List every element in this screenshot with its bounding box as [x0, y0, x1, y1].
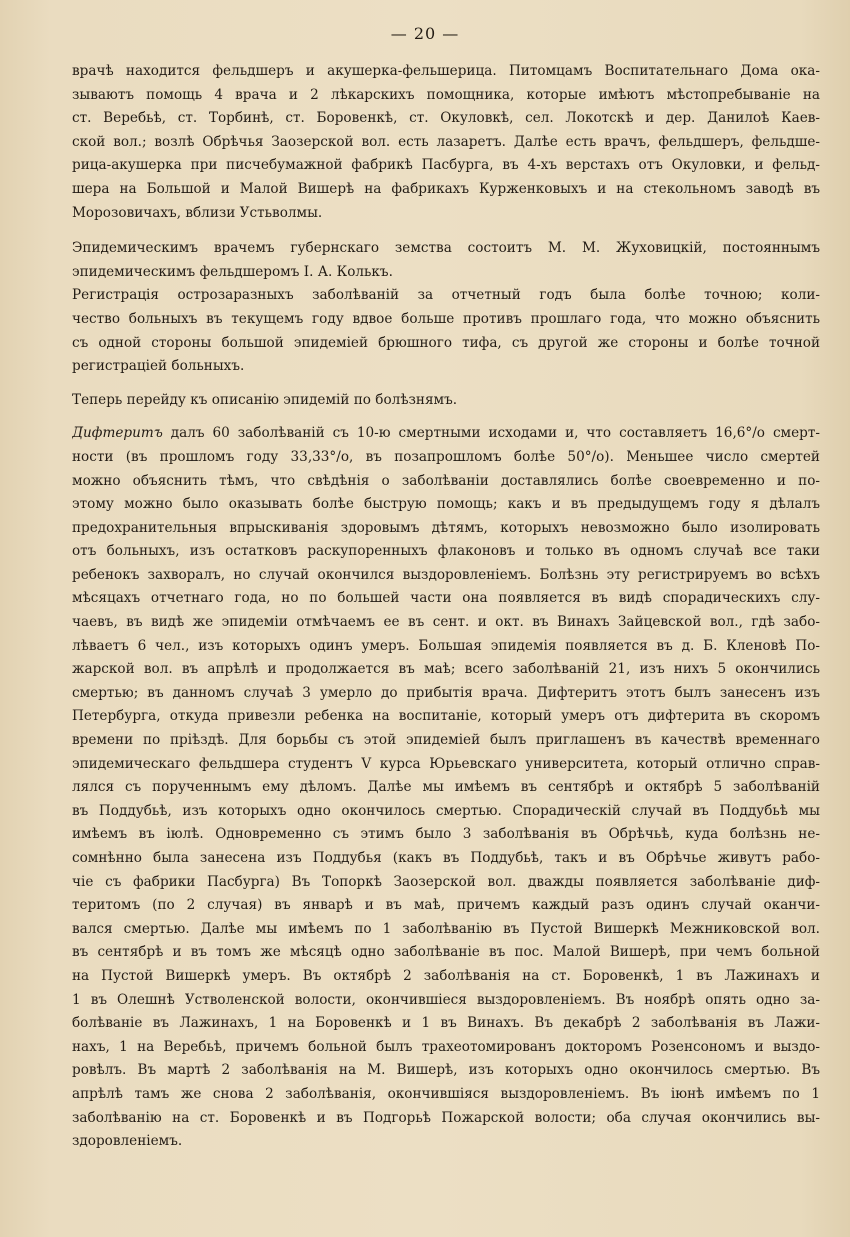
text-line: Теперь перейду къ описанію эпидемій по болѣзнямъ.: [72, 391, 458, 408]
text-line: Морозовичахъ, вблизи Устьволмы.: [72, 204, 323, 221]
paragraph-gap: [72, 225, 820, 237]
paragraph-registration: [72, 284, 820, 378]
text-line-rest: далъ 60 заболѣваній съ 10-ю смертными исходами и, что составляетъ 16,6°/о смерт-: [162, 425, 820, 442]
text-line: рица-акушерка при писчебумажной фабрикѣ Пасбурга, въ 4-хъ верстахъ отъ Окуловки, и фельд-: [72, 157, 820, 174]
text-line: зываютъ помощь 4 врача и 2 лѣкарскихъ помощника, которые имѣютъ мѣстопребываніе на: [72, 86, 820, 103]
text-line: смертью; въ данномъ случаѣ 3 умерло до прибытія врача. Дифтеритъ этотъ былъ занесенъ изъ: [72, 684, 820, 701]
paragraph-diphtheria: [72, 422, 820, 1153]
text-line: можно объяснить тѣмъ, что свѣдѣнія о заболѣваніи доставлялись болѣе своевременно и по-: [72, 472, 820, 489]
text-line: ребенокъ захворалъ, но случай окончился выздоровленіемъ. Болѣзнь эту регистрируемъ во всѣхъ: [72, 566, 820, 583]
text-line: 1 въ Олешнѣ Устволенской волости, окончившіеся выздоровленіемъ. Въ ноябрѣ опять одно за-: [72, 991, 820, 1008]
text-line: Петербурга, откуда привезли ребенка на воспитаніе, который умеръ отъ дифтерита въ скоромъ: [72, 708, 820, 725]
text-line: на Пустой Вишеркѣ умеръ. Въ октябрѣ 2 заболѣванія на ст. Боровенкѣ, 1 въ Лажинахъ и: [72, 967, 820, 984]
text-line: съ одной стороны большой эпидеміей брюшного тифа, съ другой же стороны и болѣе точной: [72, 334, 820, 351]
paragraph-epidemic-doctor: [72, 237, 820, 284]
text-line: предохранительныя впрыскиванія здоровымъ дѣтямъ, которыхъ невозможно было изолировать: [72, 519, 820, 536]
text-line: эпидемическимъ фельдшеромъ І. А. Колькъ.: [72, 263, 393, 280]
text-line: этому можно было оказывать болѣе быструю помощь; какъ и въ предыдущемъ году я дѣлалъ: [72, 496, 820, 513]
text-line: жарской вол. въ апрѣлѣ и продолжается въ маѣ; всего заболѣваній 21, изъ нихъ 5 окончились: [72, 661, 820, 678]
text-line: нахъ, 1 на Веребьѣ, причемъ больной былъ трахеотомированъ докторомъ Розенсономъ и выздо-: [72, 1038, 820, 1055]
body-text: [72, 60, 820, 1154]
text-line: врачѣ находится фельдшеръ и акушерка-фельшерица. Питомцамъ Воспитательнаго Дома ока-: [72, 63, 820, 79]
text-line: имѣемъ въ іюлѣ. Одновременно съ этимъ было 3 заболѣванія въ Обрѣчьѣ, куда болѣзнь не-: [72, 826, 820, 843]
text-line: въ сентябрѣ и въ томъ же мѣсяцѣ одно заболѣваніе въ пос. Малой Вишерѣ, при чемъ больной: [72, 944, 820, 961]
text-line: чаевъ, въ видѣ же эпидеміи отмѣчаемъ ее въ сент. и окт. въ Винахъ Зайцевской вол., гдѣ забо-: [72, 614, 820, 631]
text-line: въ Поддубьѣ, изъ которыхъ одно окончилось смертью. Спорадическій случай въ Поддубьѣ мы: [72, 802, 820, 819]
text-line: сомнѣнно была занесена изъ Поддубья (какъ въ Поддубьѣ, такъ и въ Обрѣчье живутъ рабо-: [72, 850, 820, 866]
text-line: регистраціей больныхъ.: [72, 358, 245, 375]
text-line: лѣваетъ 6 чел., изъ которыхъ одинъ умеръ. Большая эпидемія появляется въ д. Б. Кленовѣ По-: [72, 637, 820, 654]
text-line: апрѣлѣ тамъ же снова 2 заболѣванія, окончившіяся выздоровленіемъ. Въ іюнѣ имѣемъ по 1: [72, 1085, 820, 1102]
text-line: мѣсяцахъ отчетнаго года, но по большей части она появляется въ видѣ спорадическихъ слу-: [72, 590, 820, 607]
text-line: Эпидемическимъ врачемъ губернскаго земства состоитъ М. М. Жуховицкій, постояннымъ: [72, 240, 820, 257]
page-number: — 20 —: [390, 24, 460, 43]
paragraph-gap: [72, 379, 820, 389]
text-line: шера на Большой и Малой Вишерѣ на фабрикахъ Курженковыхъ и на стекольномъ заводѣ въ: [72, 180, 820, 197]
text-line: болѣваніе въ Лажинахъ, 1 на Боровенкѣ и 1 въ Винахъ. Въ декабрѣ 2 заболѣванія въ Лажи-: [72, 1015, 820, 1032]
text-line: отъ больныхъ, изъ остатковъ раскупоренныхъ флаконовъ и только въ одномъ случаѣ все таки: [72, 543, 820, 560]
text-line: [72, 422, 820, 446]
text-line: ности (въ прошломъ году 33,33°/о, въ позапрошломъ болѣе 50°/о). Меньшее число смертей: [72, 448, 820, 465]
text-line: лялся съ порученнымъ ему дѣломъ. Далѣе мы имѣемъ въ сентябрѣ и октябрѣ 5 заболѣваній: [72, 779, 820, 796]
text-line: времени по пріѣздѣ. Для борьбы съ этой эпидеміей былъ приглашенъ въ качествѣ временнаго: [72, 732, 820, 749]
text-line: ст. Веребьѣ, ст. Торбинѣ, ст. Боровенкѣ, ст. Окуловкѣ, сел. Локотскѣ и дер. Данилоѣ Каев-: [72, 110, 820, 127]
text-line: Регистрація острозаразныхъ заболѣваній за отчетный годъ была болѣе точною; коли-: [72, 287, 820, 304]
text-line: заболѣванію на ст. Боровенкѣ и въ Подгорьѣ Пожарской волости; оба случая окончились вы-: [72, 1109, 820, 1126]
text-line: ской вол.; возлѣ Обрѣчья Заозерской вол. есть лазаретъ. Далѣе есть врачъ, фельдшеръ, фельдше-: [72, 133, 820, 150]
paragraph-transition: [72, 389, 820, 413]
paragraph-gap: [72, 412, 820, 422]
text-line: здоровленіемъ.: [72, 1133, 183, 1150]
text-line: эпидемическаго фельдшера студентъ V курса Юрьевскаго университета, который отлично справ-: [72, 755, 820, 772]
disease-term: Дифтеритъ: [72, 425, 163, 442]
text-line: чество больныхъ въ текущемъ году вдвое больше противъ прошлаго года, что можно объяснить: [72, 310, 820, 327]
text-line: вался смертью. Далѣе мы имѣемъ по 1 заболѣванію въ Пустой Вишеркѣ Межниковской вол.: [72, 920, 820, 937]
paragraph-staff: [72, 60, 820, 225]
text-line: теритомъ (по 2 случая) въ январѣ и въ маѣ, причемъ каждый разъ одинъ случай оканчи-: [72, 897, 820, 914]
text-line: ровѣлъ. Въ мартѣ 2 заболѣванія на М. Вишерѣ, изъ которыхъ одно окончилось смертью. Въ: [72, 1062, 820, 1079]
text-line: чіе съ фабрики Пасбурга) Въ Топоркѣ Заозерской вол. дважды появляется заболѣваніе диф-: [72, 873, 820, 890]
